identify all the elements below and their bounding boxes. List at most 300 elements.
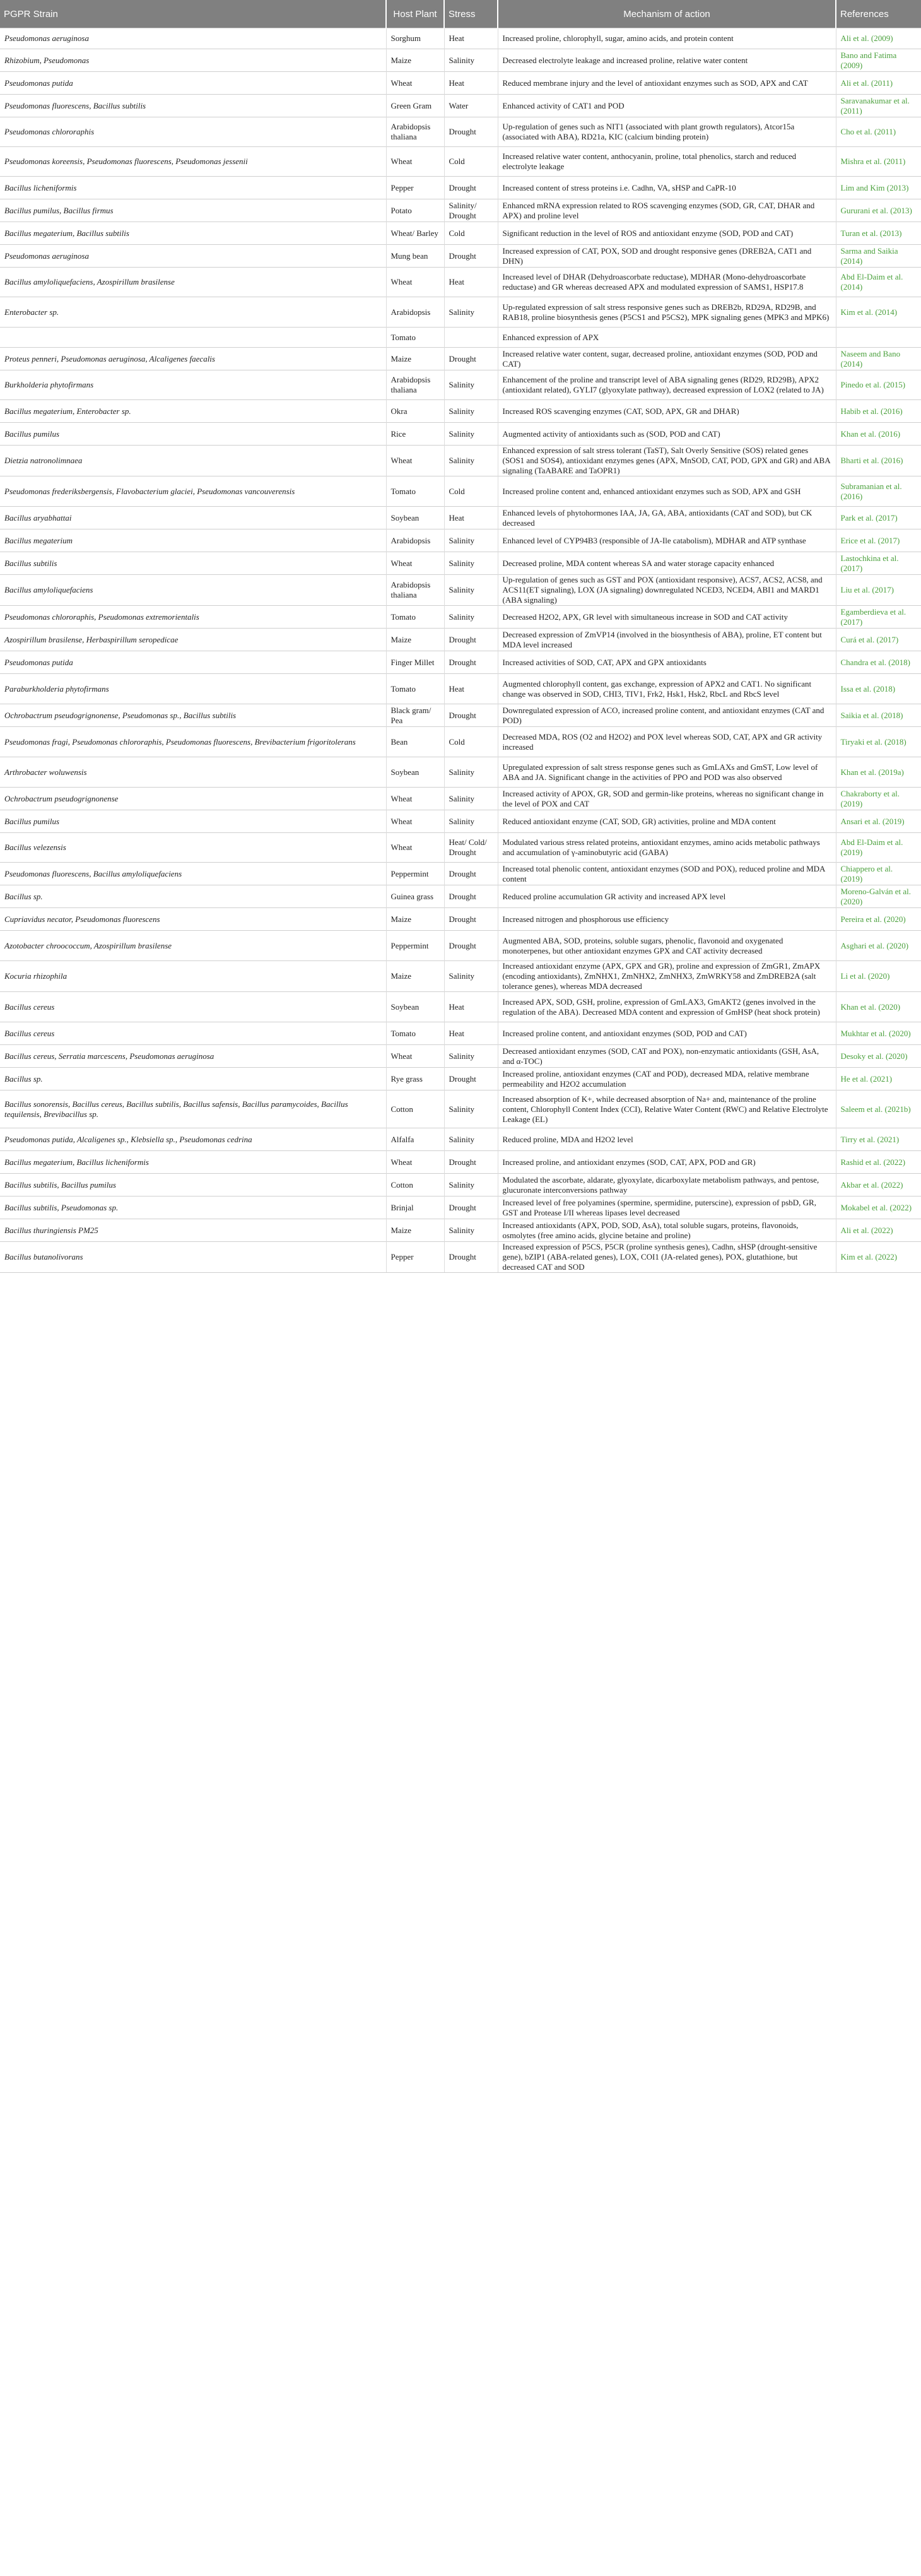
mechanism-cell: Decreased electrolyte leakage and increased proline, relative water content [498,49,836,72]
header-mechanism: Mechanism of action [498,0,836,28]
stress-cell: Drought [444,931,498,961]
reference-link[interactable]: Tiryaki et al. (2018) [836,727,921,757]
reference-link[interactable]: Asghari et al. (2020) [836,931,921,961]
header-strain: PGPR Strain [0,0,386,28]
strain-cell: Bacillus megaterium [0,529,386,552]
strain-cell: Bacillus aryabhattai [0,507,386,529]
host-plant-cell: Maize [386,908,444,931]
stress-cell: Heat [444,268,498,297]
strain-cell: Pseudomonas putida [0,72,386,95]
host-plant-cell: Soybean [386,507,444,529]
strain-cell: Bacillus licheniformis [0,177,386,199]
host-plant-cell: Black gram/ Pea [386,704,444,727]
table-row [0,863,921,885]
stress-cell: Drought [444,629,498,651]
host-plant-cell: Tomato [386,1022,444,1045]
table-body [0,28,921,1273]
reference-link[interactable]: Lim and Kim (2013) [836,177,921,199]
reference-link[interactable]: Chandra et al. (2018) [836,651,921,674]
strain-cell: Pseudomonas fluorescens, Bacillus subtilis [0,95,386,117]
mechanism-cell: Enhanced level of CYP94B3 (responsible of JA-Ile catabolism), MDHAR and ATP synthase [498,529,836,552]
reference-link[interactable]: Khan et al. (2016) [836,423,921,446]
host-plant-cell: Cotton [386,1090,444,1128]
stress-cell: Drought [444,245,498,268]
strain-cell: Bacillus megaterium, Bacillus licheniformis [0,1151,386,1174]
table-row [0,629,921,651]
mechanism-cell: Increased relative water content, anthocyanin, proline, total phenolics, starch and reduced electrolyte leakage [498,147,836,177]
strain-cell: Bacillus cereus, Serratia marcescens, Pseudomonas aeruginosa [0,1045,386,1068]
reference-link[interactable]: Chiappero et al. (2019) [836,863,921,885]
host-plant-cell: Pepper [386,1242,444,1273]
table-row [0,931,921,961]
table-row [0,1045,921,1068]
table-row [0,651,921,674]
header-row [0,0,921,28]
reference-link[interactable]: He et al. (2021) [836,1068,921,1090]
table-row [0,370,921,400]
reference-link[interactable]: Khan et al. (2020) [836,992,921,1022]
strain-cell: Rhizobium, Pseudomonas [0,49,386,72]
pgpr-table [0,0,921,1273]
strain-cell: Paraburkholderia phytofirmans [0,674,386,704]
mechanism-cell: Decreased antioxidant enzymes (SOD, CAT and POX), non-enzymatic antioxidants (GSH, AsA, and α-TOC) [498,1045,836,1068]
table-row [0,1022,921,1045]
table-row [0,757,921,788]
mechanism-cell: Enhanced mRNA expression related to ROS scavenging enzymes (SOD, GR, CAT, DHAR and APX) and proline level [498,199,836,222]
mechanism-cell: Decreased expression of ZmVP14 (involved in the biosynthesis of ABA), proline, ET content but MDA level increased [498,629,836,651]
strain-cell: Kocuria rhizophila [0,961,386,992]
strain-cell: Bacillus pumilus [0,810,386,833]
table-row [0,788,921,810]
strain-cell: Bacillus subtilis, Bacillus pumilus [0,1174,386,1196]
host-plant-cell: Tomato [386,328,444,348]
reference-link[interactable]: Desoky et al. (2020) [836,1045,921,1068]
stress-cell: Salinity [444,446,498,476]
stress-cell: Heat [444,992,498,1022]
mechanism-cell: Increased ROS scavenging enzymes (CAT, SOD, APX, GR and DHAR) [498,400,836,423]
table-row [0,507,921,529]
host-plant-cell: Peppermint [386,863,444,885]
host-plant-cell: Wheat [386,1151,444,1174]
host-plant-cell: Maize [386,49,444,72]
table-row [0,28,921,49]
strain-cell: Bacillus cereus [0,1022,386,1045]
reference-link[interactable] [836,328,921,348]
table-row [0,1128,921,1151]
mechanism-cell: Reduced proline accumulation GR activity and increased APX level [498,885,836,908]
strain-cell: Arthrobacter woluwensis [0,757,386,788]
stress-cell: Drought [444,704,498,727]
stress-cell: Heat [444,72,498,95]
table-row [0,95,921,117]
reference-link[interactable]: Egamberdieva et al. (2017) [836,606,921,629]
reference-link[interactable]: Mishra et al. (2011) [836,147,921,177]
mechanism-cell: Augmented ABA, SOD, proteins, soluble sugars, phenolic, flavonoid and oxygenated monoterpenes, but other antioxidant enzymes GPX and CAT activity decreased [498,931,836,961]
host-plant-cell: Wheat [386,552,444,575]
host-plant-cell: Wheat [386,833,444,863]
mechanism-cell: Increased relative water content, sugar, decreased proline, antioxidant enzymes (SOD, POD and CAT) [498,348,836,370]
stress-cell: Salinity [444,423,498,446]
reference-link[interactable]: Mokabel et al. (2022) [836,1196,921,1219]
reference-link[interactable]: Curá et al. (2017) [836,629,921,651]
reference-link[interactable]: Saikia et al. (2018) [836,704,921,727]
host-plant-cell: Cotton [386,1174,444,1196]
strain-cell: Azotobacter chroococcum, Azospirillum brasilense [0,931,386,961]
table-row [0,674,921,704]
reference-link[interactable]: Li et al. (2020) [836,961,921,992]
reference-link[interactable]: Khan et al. (2019a) [836,757,921,788]
reference-link[interactable]: Erice et al. (2017) [836,529,921,552]
host-plant-cell: Wheat [386,446,444,476]
host-plant-cell: Bean [386,727,444,757]
stress-cell: Salinity [444,49,498,72]
reference-link[interactable]: Issa et al. (2018) [836,674,921,704]
table-row [0,529,921,552]
table-row [0,297,921,328]
stress-cell: Drought [444,908,498,931]
strain-cell: Pseudomonas frederiksbergensis, Flavobacterium glaciei, Pseudomonas vancouverensis [0,476,386,507]
strain-cell: Bacillus amyloliquefaciens [0,575,386,606]
host-plant-cell: Wheat [386,810,444,833]
host-plant-cell: Soybean [386,992,444,1022]
stress-cell: Drought [444,863,498,885]
stress-cell: Drought [444,348,498,370]
strain-cell: Bacillus subtilis [0,552,386,575]
reference-link[interactable]: Pinedo et al. (2015) [836,370,921,400]
mechanism-cell: Enhanced expression of APX [498,328,836,348]
mechanism-cell: Increased content of stress proteins i.e. Cadhn, VA, sHSP and CaPR-10 [498,177,836,199]
reference-link[interactable]: Park et al. (2017) [836,507,921,529]
host-plant-cell: Finger Millet [386,651,444,674]
stress-cell: Cold [444,727,498,757]
table-row [0,575,921,606]
mechanism-cell: Increased proline, chlorophyll, sugar, amino acids, and protein content [498,28,836,49]
mechanism-cell: Enhanced expression of salt stress tolerant (TaST), Salt Overly Sensitive (SOS) related genes (SOS1 and SOS4), antioxidant enzymes genes (APX, MnSOD, CAT, POD, GPX and GR) and ABA signaling (TaABARE and TaOPR1) [498,446,836,476]
mechanism-cell: Modulated various stress related proteins, antioxidant enzymes, amino acids metabolic pathways and accumulation of γ-aminobutyric acid (GABA) [498,833,836,863]
reference-link[interactable]: Ali et al. (2022) [836,1219,921,1242]
stress-cell: Cold [444,147,498,177]
mechanism-cell: Reduced membrane injury and the level of antioxidant enzymes such as SOD, APX and CAT [498,72,836,95]
mechanism-cell: Increased antioxidants (APX, POD, SOD, AsA), total soluble sugars, proteins, flavonoids, osmolytes (free amino acids, glycine betaine and proline) [498,1219,836,1242]
reference-link[interactable]: Sarma and Saikia (2014) [836,245,921,268]
stress-cell [444,328,498,348]
table-row [0,446,921,476]
reference-link[interactable]: Rashid et al. (2022) [836,1151,921,1174]
strain-cell: Pseudomonas fragi, Pseudomonas chlororaphis, Pseudomonas fluorescens, Brevibacterium frigoritolerans [0,727,386,757]
stress-cell: Salinity [444,961,498,992]
host-plant-cell: Wheat [386,72,444,95]
table-row [0,177,921,199]
host-plant-cell: Rice [386,423,444,446]
stress-cell: Heat [444,674,498,704]
strain-cell: Azospirillum brasilense, Herbaspirillum seropedicae [0,629,386,651]
host-plant-cell: Potato [386,199,444,222]
host-plant-cell: Soybean [386,757,444,788]
mechanism-cell: Decreased MDA, ROS (O2 and H2O2) and POX level whereas SOD, CAT, APX and GR activity increased [498,727,836,757]
stress-cell: Salinity [444,788,498,810]
strain-cell: Enterobacter sp. [0,297,386,328]
stress-cell: Salinity [444,370,498,400]
mechanism-cell: Increased expression of CAT, POX, SOD and drought responsive genes (DREB2A, CAT1 and DHN) [498,245,836,268]
host-plant-cell: Arabidopsis thaliana [386,370,444,400]
host-plant-cell: Mung bean [386,245,444,268]
table-row [0,908,921,931]
table-row [0,268,921,297]
stress-cell: Salinity [444,606,498,629]
header-host-plant: Host Plant [386,0,444,28]
strain-cell: Bacillus megaterium, Enterobacter sp. [0,400,386,423]
reference-link[interactable]: Moreno-Galván et al. (2020) [836,885,921,908]
mechanism-cell: Increased level of DHAR (Dehydroascorbate reductase), MDHAR (Mono-dehydroascorbate reductase) and GR whereas decreased APX and modulated expression of SAMS1, HSP17.8 [498,268,836,297]
table-row [0,833,921,863]
stress-cell: Heat [444,1022,498,1045]
host-plant-cell: Pepper [386,177,444,199]
reference-link[interactable]: Cho et al. (2011) [836,117,921,147]
mechanism-cell: Reduced proline, MDA and H2O2 level [498,1128,836,1151]
host-plant-cell: Guinea grass [386,885,444,908]
mechanism-cell: Increased level of free polyamines (spermine, spermidine, puterscine), expression of psbD, GR, GST and Protease I/II whereas lipases level decreased [498,1196,836,1219]
stress-cell: Heat/ Cold/ Drought [444,833,498,863]
strain-cell: Bacillus butanolivorans [0,1242,386,1273]
mechanism-cell: Decreased H2O2, APX, GR level with simultaneous increase in SOD and CAT activity [498,606,836,629]
reference-link[interactable]: Ali et al. (2009) [836,28,921,49]
strain-cell [0,328,386,348]
stress-cell: Heat [444,28,498,49]
mechanism-cell: Enhanced activity of CAT1 and POD [498,95,836,117]
stress-cell: Cold [444,476,498,507]
mechanism-cell: Increased proline content, and antioxidant enzymes (SOD, POD and CAT) [498,1022,836,1045]
reference-link[interactable]: Abd El-Daim et al. (2014) [836,268,921,297]
host-plant-cell: Green Gram [386,95,444,117]
strain-cell: Dietzia natronolimnaea [0,446,386,476]
mechanism-cell: Increased activities of SOD, CAT, APX and GPX antioxidants [498,651,836,674]
host-plant-cell: Maize [386,348,444,370]
mechanism-cell: Reduced antioxidant enzyme (CAT, SOD, GR) activities, proline and MDA content [498,810,836,833]
mechanism-cell: Augmented chlorophyll content, gas exchange, expression of APX2 and CAT1. No significant change was observed in SOD, CHI3, TIV1, Frk2, Hsk1, Hsk2, RbcL and RbcS level [498,674,836,704]
stress-cell: Cold [444,222,498,245]
stress-cell: Salinity [444,1128,498,1151]
stress-cell: Salinity [444,1174,498,1196]
table-row [0,222,921,245]
strain-cell: Pseudomonas aeruginosa [0,28,386,49]
strain-cell: Ochrobactrum pseudogrignonense [0,788,386,810]
strain-cell: Pseudomonas fluorescens, Bacillus amyloliquefaciens [0,863,386,885]
mechanism-cell: Augmented activity of antioxidants such as (SOD, POD and CAT) [498,423,836,446]
table-row [0,1219,921,1242]
host-plant-cell: Sorghum [386,28,444,49]
header-references: References [836,0,921,28]
reference-link[interactable]: Tirry et al. (2021) [836,1128,921,1151]
stress-cell: Salinity [444,529,498,552]
mechanism-cell: Decreased proline, MDA content whereas SA and water storage capacity enhanced [498,552,836,575]
host-plant-cell: Tomato [386,606,444,629]
stress-cell: Salinity [444,400,498,423]
strain-cell: Proteus penneri, Pseudomonas aeruginosa, Alcaligenes faecalis [0,348,386,370]
mechanism-cell: Modulated the ascorbate, aldarate, glyoxylate, dicarboxylate metabolism pathways, and pentose, glucuronate interconversions pathway [498,1174,836,1196]
host-plant-cell: Wheat [386,268,444,297]
host-plant-cell: Arabidopsis [386,297,444,328]
host-plant-cell: Wheat [386,147,444,177]
host-plant-cell: Tomato [386,476,444,507]
strain-cell: Bacillus cereus [0,992,386,1022]
stress-cell: Salinity [444,1045,498,1068]
stress-cell: Drought [444,1068,498,1090]
header-stress: Stress [444,0,498,28]
table-row [0,727,921,757]
reference-link[interactable]: Kim et al. (2014) [836,297,921,328]
strain-cell: Bacillus thuringiensis PM25 [0,1219,386,1242]
host-plant-cell: Alfalfa [386,1128,444,1151]
host-plant-cell: Peppermint [386,931,444,961]
host-plant-cell: Wheat [386,1045,444,1068]
host-plant-cell: Tomato [386,674,444,704]
mechanism-cell: Increased proline content and, enhanced antioxidant enzymes such as SOD, APX and GSH [498,476,836,507]
reference-link[interactable]: Ansari et al. (2019) [836,810,921,833]
table-row [0,245,921,268]
table-row [0,992,921,1022]
strain-cell: Bacillus velezensis [0,833,386,863]
reference-link[interactable]: Bharti et al. (2016) [836,446,921,476]
strain-cell: Bacillus sonorensis, Bacillus cereus, Bacillus subtilis, Bacillus safensis, Bacillus paramycoides, Bacillus tequilensis, Brevibacillus sp. [0,1090,386,1128]
table-row [0,117,921,147]
host-plant-cell: Maize [386,961,444,992]
mechanism-cell: Increased absorption of K+, while decreased absorption of Na+ and, maintenance of the proline content, Chlorophyll Content Index (CCI), Relative Water Content (RWC) and Relative Electrolyte Leakage (EL) [498,1090,836,1128]
reference-link[interactable]: Subramanian et al. (2016) [836,476,921,507]
mechanism-cell: Up-regulation of genes such as GST and POX (antioxidant responsive), ACS7, ACS2, ACS8, and ACS11(ET signaling), LOX (JA signaling) downregulated NCED3, NCED4, ABI1 and MARD1 (ABA signaling) [498,575,836,606]
strain-cell: Bacillus megaterium, Bacillus subtilis [0,222,386,245]
table-row [0,49,921,72]
strain-cell: Pseudomonas chlororaphis [0,117,386,147]
mechanism-cell: Enhanced levels of phytohormones IAA, JA, GA, ABA, antioxidants (CAT and SOD), but CK decreased [498,507,836,529]
stress-cell: Drought [444,117,498,147]
table-row [0,1090,921,1128]
host-plant-cell: Arabidopsis [386,529,444,552]
mechanism-cell: Increased expression of P5CS, P5CR (proline synthesis genes), Cadhn, sHSP (drought-sensitive gene), bZIP1 (ABA-related genes), LOX, COI1 (JA-related genes), POX, glutathione, but decreased CAT and SOD [498,1242,836,1273]
table-row [0,1151,921,1174]
table-row [0,328,921,348]
strain-cell: Pseudomonas koreensis, Pseudomonas fluorescens, Pseudomonas jessenii [0,147,386,177]
strain-cell: Pseudomonas aeruginosa [0,245,386,268]
strain-cell: Bacillus sp. [0,1068,386,1090]
table-row [0,810,921,833]
reference-link[interactable]: Pereira et al. (2020) [836,908,921,931]
stress-cell: Water [444,95,498,117]
host-plant-cell: Wheat [386,788,444,810]
stress-cell: Salinity [444,757,498,788]
strain-cell: Burkholderia phytofirmans [0,370,386,400]
strain-cell: Pseudomonas putida, Alcaligenes sp., Klebsiella sp., Pseudomonas cedrina [0,1128,386,1151]
host-plant-cell: Wheat/ Barley [386,222,444,245]
strain-cell: Pseudomonas putida [0,651,386,674]
table-row [0,147,921,177]
reference-link[interactable]: Ali et al. (2011) [836,72,921,95]
mechanism-cell: Downregulated expression of ACO, increased proline content, and antioxidant enzymes (CAT and POD) [498,704,836,727]
table-row [0,704,921,727]
strain-cell: Bacillus pumilus [0,423,386,446]
table-row [0,476,921,507]
strain-cell: Bacillus amyloliquefaciens, Azospirillum brasilense [0,268,386,297]
reference-link[interactable]: Bano and Fatima (2009) [836,49,921,72]
table-row [0,1068,921,1090]
stress-cell: Salinity [444,1090,498,1128]
mechanism-cell: Up-regulation of genes such as NIT1 (associated with plant growth regulators), Atcor15a (associated with ABA), RD21a, KIC (calcium binding protein) [498,117,836,147]
reference-link[interactable]: Kim et al. (2022) [836,1242,921,1273]
stress-cell: Drought [444,1196,498,1219]
table-row [0,199,921,222]
strain-cell: Cupriavidus necator, Pseudomonas fluorescens [0,908,386,931]
stress-cell: Heat [444,507,498,529]
mechanism-cell: Significant reduction in the level of ROS and antioxidant enzyme (SOD, POD and CAT) [498,222,836,245]
table-row [0,606,921,629]
reference-link[interactable]: Saravanakumar et al. (2011) [836,95,921,117]
strain-cell: Bacillus pumilus, Bacillus firmus [0,199,386,222]
mechanism-cell: Increased nitrogen and phosphorous use efficiency [498,908,836,931]
mechanism-cell: Increased proline, and antioxidant enzymes (SOD, CAT, APX, POD and GR) [498,1151,836,1174]
table-row [0,1196,921,1219]
reference-link[interactable]: Naseem and Bano (2014) [836,348,921,370]
reference-link[interactable]: Habib et al. (2016) [836,400,921,423]
table-row [0,961,921,992]
reference-link[interactable]: Abd El-Daim et al. (2019) [836,833,921,863]
strain-cell: Bacillus sp. [0,885,386,908]
stress-cell: Drought [444,1242,498,1273]
table-row [0,348,921,370]
table-row [0,72,921,95]
mechanism-cell: Upregulated expression of salt stress response genes such as GmLAXs and GmST, Low level of ABA and JA. Significant change in the activities of PPO and POD was also observed [498,757,836,788]
mechanism-cell: Increased APX, SOD, GSH, proline, expression of GmLAX3, GmAKT2 (genes involved in the regulation of the ABA). Decreased MDA content and expression of GmHSP (heat shock protein) [498,992,836,1022]
table-row [0,1174,921,1196]
host-plant-cell: Okra [386,400,444,423]
mechanism-cell: Increased total phenolic content, antioxidant enzymes (SOD and POX), reduced proline and MDA content [498,863,836,885]
stress-cell: Drought [444,177,498,199]
table-row [0,552,921,575]
reference-link[interactable]: Lastochkina et al. (2017) [836,552,921,575]
stress-cell: Salinity [444,810,498,833]
table-row [0,423,921,446]
reference-link[interactable]: Chakraborty et al. (2019) [836,788,921,810]
strain-cell: Pseudomonas chlororaphis, Pseudomonas extremorientalis [0,606,386,629]
stress-cell: Drought [444,885,498,908]
table-row [0,1242,921,1273]
stress-cell: Salinity [444,1219,498,1242]
stress-cell: Drought [444,1151,498,1174]
host-plant-cell: Arabidopsis thaliana [386,575,444,606]
table-row [0,400,921,423]
reference-link[interactable]: Gururani et al. (2013) [836,199,921,222]
reference-link[interactable]: Liu et al. (2017) [836,575,921,606]
reference-link[interactable]: Turan et al. (2013) [836,222,921,245]
stress-cell: Salinity [444,552,498,575]
stress-cell: Drought [444,651,498,674]
mechanism-cell: Increased antioxidant enzyme (APX, GPX and GR), proline and expression of ZmGR1, ZmAPX (encoding antioxidants), ZmNHX1, ZmNHX2, ZmNHX3, ZmWRKY58 and ZmDREB2A (salt tolerance genes), whereas MDA decreased [498,961,836,992]
stress-cell: Salinity [444,297,498,328]
host-plant-cell: Brinjal [386,1196,444,1219]
stress-cell: Salinity/ Drought [444,199,498,222]
table-row [0,885,921,908]
mechanism-cell: Increased activity of APOX, GR, SOD and germin-like proteins, whereas no significant change in the level of POX and CAT [498,788,836,810]
reference-link[interactable]: Saleem et al. (2021b) [836,1090,921,1128]
mechanism-cell: Increased proline, antioxidant enzymes (CAT and POD), decreased MDA, relative membrane permeability and H2O2 accumulation [498,1068,836,1090]
host-plant-cell: Maize [386,1219,444,1242]
reference-link[interactable]: Akbar et al. (2022) [836,1174,921,1196]
mechanism-cell: Enhancement of the proline and transcript level of ABA signaling genes (RD29, RD29B), APX2 (antioxidant related), GYLI7 (glyoxylate pathway), decreased expression of LOX2 (related to JA) [498,370,836,400]
stress-cell: Salinity [444,575,498,606]
strain-cell: Bacillus subtilis, Pseudomonas sp. [0,1196,386,1219]
strain-cell: Ochrobactrum pseudogrignonense, Pseudomonas sp., Bacillus subtilis [0,704,386,727]
host-plant-cell: Rye grass [386,1068,444,1090]
host-plant-cell: Maize [386,629,444,651]
reference-link[interactable]: Mukhtar et al. (2020) [836,1022,921,1045]
